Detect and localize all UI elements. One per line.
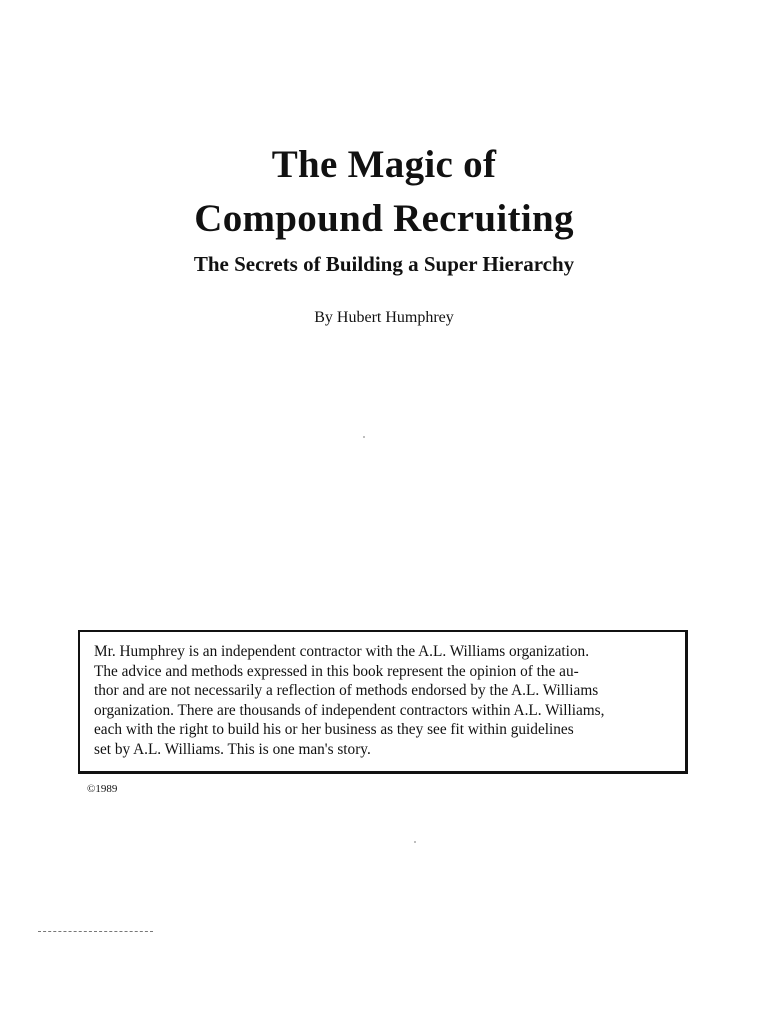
copyright-notice: ©1989 bbox=[87, 783, 118, 795]
title-line-1: The Magic of bbox=[271, 143, 497, 186]
book-title bbox=[0, 138, 768, 246]
author-byline: By Hubert Humphrey bbox=[314, 309, 454, 326]
book-subtitle: The Secrets of Building a Super Hierarchy bbox=[193, 252, 575, 276]
disclaimer-line: thor and are not necessarily a reflection of methods endorsed by the A.L. Williams bbox=[94, 682, 599, 699]
scan-speck bbox=[414, 841, 416, 843]
disclaimer-line: each with the right to build his or her business as they see fit within guidelines bbox=[94, 721, 574, 738]
disclaimer-line: set by A.L. Williams. This is one man's story. bbox=[94, 740, 371, 758]
scan-artifact bbox=[38, 931, 153, 932]
disclaimer-line: organization. There are thousands of independent contractors within A.L. Williams, bbox=[94, 701, 605, 719]
scan-speck bbox=[363, 436, 365, 438]
disclaimer-line: Mr. Humphrey is an independent contractor with the A.L. Williams organization. bbox=[94, 643, 590, 660]
disclaimer-box bbox=[78, 630, 688, 774]
title-line-2: Compound Recruiting bbox=[194, 197, 574, 240]
disclaimer-line: The advice and methods expressed in this book represent the opinion of the au- bbox=[94, 662, 579, 680]
